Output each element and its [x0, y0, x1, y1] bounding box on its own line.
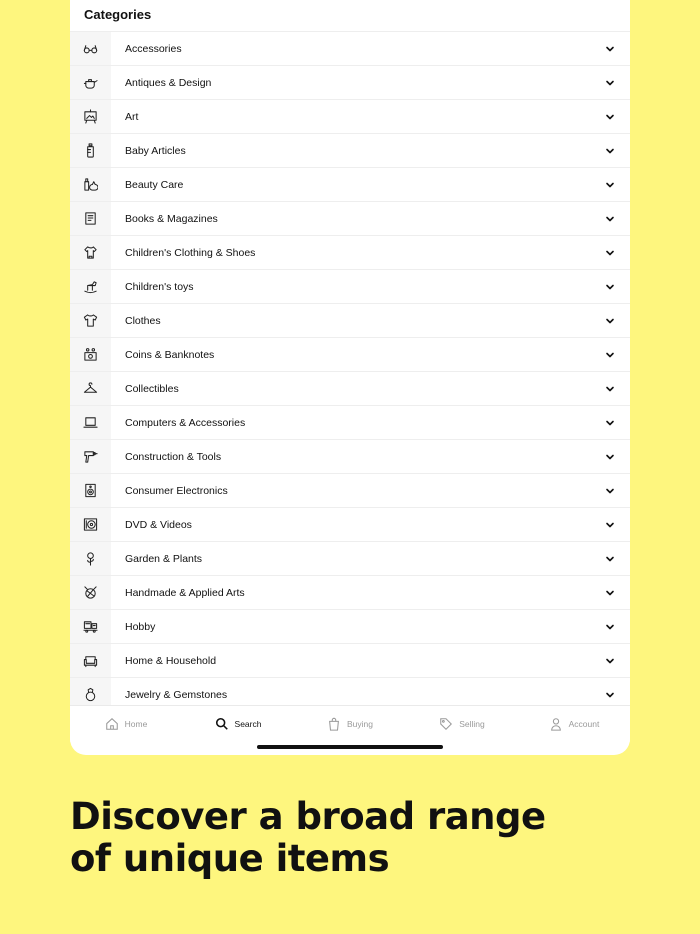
category-list[interactable]	[70, 31, 630, 705]
category-row[interactable]	[70, 473, 630, 507]
price-tag-icon	[439, 717, 453, 731]
tab-buying[interactable]	[294, 706, 406, 742]
category-row[interactable]	[70, 99, 630, 133]
category-label: Baby Articles	[125, 144, 186, 157]
category-row[interactable]	[70, 31, 630, 65]
category-label: Consumer Electronics	[125, 484, 228, 497]
category-label: Construction & Tools	[125, 450, 222, 463]
category-icon-cell	[70, 270, 111, 303]
coins-icon	[83, 347, 98, 362]
chevron-down-icon[interactable]	[605, 180, 615, 190]
category-label: Coins & Banknotes	[125, 348, 215, 361]
tab-home[interactable]	[70, 706, 182, 742]
category-icon-cell	[70, 610, 111, 643]
chevron-down-icon[interactable]	[605, 520, 615, 530]
person-icon	[549, 717, 563, 731]
category-label: Jewelry & Gemstones	[125, 688, 228, 701]
chevron-down-icon[interactable]	[605, 350, 615, 360]
category-label: Hobby	[125, 620, 156, 633]
dvd-icon	[83, 517, 98, 532]
category-label: Children's toys	[125, 280, 194, 293]
chevron-down-icon[interactable]	[605, 384, 615, 394]
category-row[interactable]	[70, 133, 630, 167]
flower-icon	[83, 551, 98, 566]
tab-home-label: Home	[124, 719, 148, 729]
glasses-icon	[83, 41, 98, 56]
category-icon-cell	[70, 508, 111, 541]
category-row[interactable]	[70, 303, 630, 337]
chevron-down-icon[interactable]	[605, 486, 615, 496]
drill-icon	[83, 449, 98, 464]
tab-account-label: Account	[568, 719, 600, 729]
category-icon-cell	[70, 440, 111, 473]
category-label: Antiques & Design	[125, 76, 212, 89]
book-icon	[83, 211, 98, 226]
chevron-down-icon[interactable]	[605, 316, 615, 326]
category-row[interactable]	[70, 677, 630, 705]
chevron-down-icon[interactable]	[605, 78, 615, 88]
tab-search[interactable]	[182, 706, 294, 742]
category-icon-cell	[70, 202, 111, 235]
category-row[interactable]	[70, 371, 630, 405]
tab-account[interactable]	[518, 706, 630, 742]
ring-icon	[83, 687, 98, 702]
chevron-down-icon[interactable]	[605, 622, 615, 632]
category-icon-cell	[70, 168, 111, 201]
chevron-down-icon[interactable]	[605, 418, 615, 428]
category-label: Clothes	[125, 314, 161, 327]
category-row[interactable]	[70, 541, 630, 575]
category-icon-cell	[70, 236, 111, 269]
category-label: Computers & Accessories	[125, 416, 246, 429]
chevron-down-icon[interactable]	[605, 656, 615, 666]
category-label: Books & Magazines	[125, 212, 218, 225]
yarn-icon	[83, 585, 98, 600]
chevron-down-icon[interactable]	[605, 282, 615, 292]
category-row[interactable]	[70, 439, 630, 473]
chevron-down-icon[interactable]	[605, 588, 615, 598]
tab-search-label: Search	[234, 719, 262, 729]
home-indicator	[257, 745, 443, 749]
tab-bar	[70, 705, 630, 742]
onesie-icon	[83, 245, 98, 260]
category-icon-cell	[70, 474, 111, 507]
category-row[interactable]	[70, 201, 630, 235]
category-label: Art	[125, 110, 139, 123]
category-row[interactable]	[70, 167, 630, 201]
category-row[interactable]	[70, 269, 630, 303]
category-row[interactable]	[70, 337, 630, 371]
category-label: Beauty Care	[125, 178, 184, 191]
speaker-icon	[83, 483, 98, 498]
laptop-icon	[83, 415, 98, 430]
chevron-down-icon[interactable]	[605, 452, 615, 462]
shopping-bag-icon	[327, 717, 341, 731]
chevron-down-icon[interactable]	[605, 554, 615, 564]
tab-selling[interactable]	[406, 706, 518, 742]
page-title: Categories	[84, 7, 152, 22]
chevron-down-icon[interactable]	[605, 112, 615, 122]
category-label: Children's Clothing & Shoes	[125, 246, 256, 259]
category-row[interactable]	[70, 235, 630, 269]
sofa-icon	[83, 653, 98, 668]
teapot-icon	[83, 75, 98, 90]
category-icon-cell	[70, 32, 111, 65]
category-label: Home & Household	[125, 654, 217, 667]
headline	[70, 796, 546, 880]
headline-line-1: Discover a broad range	[70, 795, 546, 838]
chevron-down-icon[interactable]	[605, 248, 615, 258]
category-label: Collectibles	[125, 382, 179, 395]
chevron-down-icon[interactable]	[605, 690, 615, 700]
hanger-icon	[83, 381, 98, 396]
headline-line-2: of unique items	[70, 837, 390, 880]
category-icon-cell	[70, 66, 111, 99]
category-row[interactable]	[70, 643, 630, 677]
tab-buying-label: Buying	[347, 719, 373, 729]
easel-icon	[83, 109, 98, 124]
home-icon	[105, 717, 119, 731]
category-icon-cell	[70, 304, 111, 337]
search-icon	[215, 717, 229, 731]
category-icon-cell	[70, 678, 111, 705]
category-label: DVD & Videos	[125, 518, 192, 531]
category-icon-cell	[70, 542, 111, 575]
category-icon-cell	[70, 100, 111, 133]
category-icon-cell	[70, 644, 111, 677]
category-icon-cell	[70, 406, 111, 439]
tshirt-icon	[83, 313, 98, 328]
baby-bottle-icon	[83, 143, 98, 158]
chevron-down-icon[interactable]	[605, 146, 615, 156]
rocking-horse-icon	[83, 279, 98, 294]
category-row[interactable]	[70, 507, 630, 541]
cosmetics-icon	[83, 177, 98, 192]
chevron-down-icon[interactable]	[605, 214, 615, 224]
category-icon-cell	[70, 338, 111, 371]
category-row[interactable]	[70, 575, 630, 609]
category-icon-cell	[70, 372, 111, 405]
category-row[interactable]	[70, 609, 630, 643]
category-row[interactable]	[70, 65, 630, 99]
category-icon-cell	[70, 134, 111, 167]
category-icon-cell	[70, 576, 111, 609]
category-label: Handmade & Applied Arts	[125, 586, 245, 599]
category-row[interactable]	[70, 405, 630, 439]
tab-selling-label: Selling	[459, 719, 485, 729]
category-label: Accessories	[125, 42, 182, 55]
chevron-down-icon[interactable]	[605, 44, 615, 54]
category-label: Garden & Plants	[125, 552, 203, 565]
train-icon	[83, 619, 98, 634]
app-screen	[70, 0, 630, 755]
